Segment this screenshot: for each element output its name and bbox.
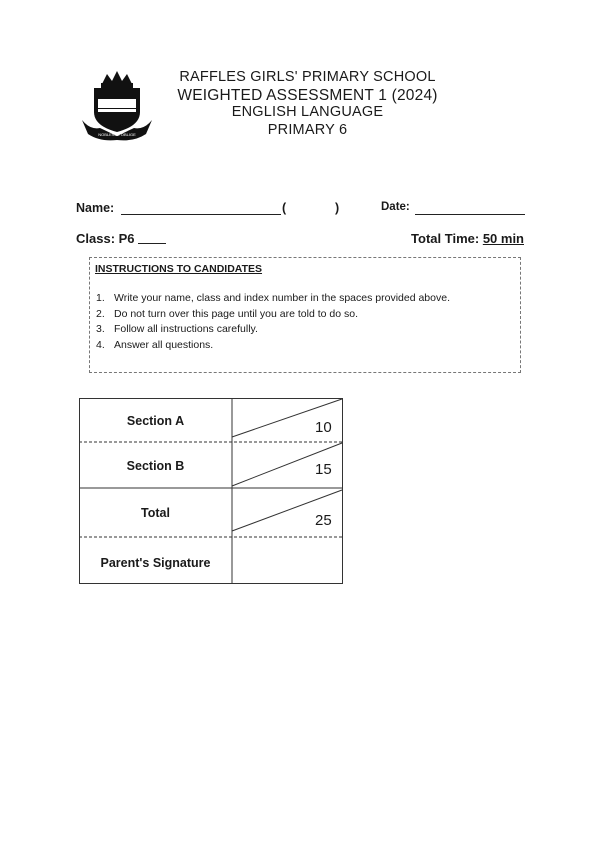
index-paren-close: ) — [335, 201, 340, 215]
assessment-title: WEIGHTED ASSESSMENT 1 (2024) — [177, 86, 438, 104]
total-time — [411, 231, 524, 246]
crest-motto: NOBLESSE OBLIGE — [98, 132, 136, 137]
school-name: RAFFLES GIRLS' PRIMARY SCHOOL — [179, 69, 436, 85]
instructions-title: INSTRUCTIONS TO CANDIDATES — [95, 263, 263, 275]
date-field[interactable] — [415, 214, 525, 215]
score-max: 15 — [315, 461, 332, 478]
level-title: PRIMARY 6 — [267, 121, 348, 138]
name-field[interactable] — [121, 214, 281, 215]
name-date-row — [76, 201, 526, 219]
school-crest-logo — [80, 68, 154, 142]
instructions-list — [96, 291, 450, 353]
score-max: 25 — [315, 512, 332, 529]
instructions-box — [89, 257, 521, 373]
class-time-row — [76, 231, 526, 249]
score-row-label: Parent's Signature — [100, 556, 211, 570]
total-time-label: Total Time: — [411, 231, 480, 246]
score-row-label: Section B — [126, 459, 185, 473]
score-max: 10 — [315, 419, 332, 436]
total-time-value: 50 min — [482, 231, 524, 246]
class-field[interactable] — [138, 243, 166, 244]
document-header — [160, 69, 455, 139]
score-table — [79, 396, 343, 584]
subject-title: ENGLISH LANGUAGE — [231, 104, 384, 120]
score-row-label: Total — [141, 506, 170, 520]
name-label: Name: — [76, 201, 115, 215]
date-label: Date: — [381, 201, 410, 213]
instruction-item: 2. Do not turn over this page until you are told to do so. — [96, 307, 358, 320]
instruction-item: 1. Write your name, class and index number in the spaces provided above. — [96, 292, 450, 304]
instruction-item: 4. Answer all questions. — [96, 338, 214, 351]
class-label: Class: P6 — [76, 231, 135, 246]
score-row-label: Section A — [126, 414, 185, 428]
instruction-item: 3. Follow all instructions carefully. — [96, 323, 258, 335]
index-paren-open: ( — [282, 201, 287, 215]
